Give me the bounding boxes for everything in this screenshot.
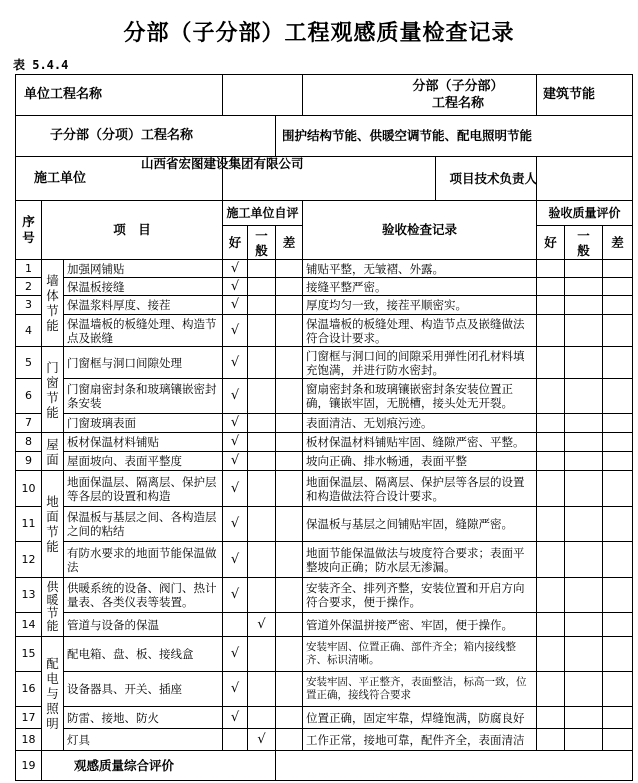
row-no: 19 — [16, 751, 42, 781]
subdivision-label-1: 分部（子分部） — [412, 79, 504, 94]
self-poor-cell — [276, 433, 303, 452]
acc-poor-cell — [603, 729, 633, 751]
self-good-mark: √ — [223, 542, 248, 578]
acc-general-cell — [565, 672, 603, 707]
unit-project-label: 单位工程名称 — [16, 75, 223, 116]
self-general-cell — [248, 471, 276, 507]
group-char: 墙 — [46, 273, 59, 288]
acc-general-cell — [565, 433, 603, 452]
table-row — [16, 578, 633, 613]
acc-poor-cell — [603, 672, 633, 707]
acc-poor-cell — [603, 379, 633, 414]
self-poor-cell — [276, 729, 303, 751]
acc-good-cell — [537, 507, 565, 542]
acc-general-cell — [565, 707, 603, 729]
self-poor-cell — [276, 347, 303, 379]
self-good-mark: √ — [223, 296, 248, 315]
acc-poor-cell — [603, 613, 633, 637]
subdivision-label-2: 工程名称 — [432, 96, 485, 111]
self-general-cell — [248, 707, 276, 729]
row-item: 门窗框与洞口间隙处理 — [64, 347, 223, 379]
row-no: 14 — [16, 613, 42, 637]
row-record: 安装牢固、位置正确、部件齐全；箱内接线整齐、标识清晰。 — [303, 637, 537, 672]
self-general-header — [248, 226, 276, 260]
group-char: 节 — [46, 606, 59, 620]
group-char: 窗 — [46, 374, 59, 390]
row-no: 4 — [16, 315, 42, 347]
table-row — [16, 296, 633, 315]
self-good-mark: √ — [223, 315, 248, 347]
row-no: 10 — [16, 471, 42, 507]
row-record: 地面节能保温做法与坡度符合要求；表面平整坡向正确；防水层无渗漏。 — [303, 542, 537, 578]
acc-general-cell — [565, 507, 603, 542]
self-general-cell — [248, 260, 276, 278]
acc-good-cell — [537, 278, 565, 296]
self-good-mark: √ — [223, 433, 248, 452]
acc-good-cell — [537, 707, 565, 729]
row-item: 门窗玻璃表面 — [64, 414, 223, 433]
row-no: 16 — [16, 672, 42, 707]
row-item: 保温板与基层之间、各构造层之间的粘结 — [64, 507, 223, 542]
acc-general-cell — [565, 278, 603, 296]
acc-poor-cell — [603, 637, 633, 672]
self-good-mark: √ — [223, 379, 248, 414]
self-general-mark: √ — [248, 613, 276, 637]
self-good-mark: √ — [223, 707, 248, 729]
group-lighting — [42, 637, 64, 751]
header-row-subitem — [16, 116, 633, 157]
acc-poor-cell — [603, 542, 633, 578]
group-char: 能 — [46, 539, 59, 554]
acc-good-cell — [537, 414, 565, 433]
group-char: 能 — [46, 619, 59, 633]
self-general-cell — [248, 315, 276, 347]
row-record: 板材保温材料铺贴牢固、缝隙严密、平整。 — [303, 433, 537, 452]
row-item: 灯具 — [64, 729, 223, 751]
self-good-cell — [223, 613, 248, 637]
group-wall — [42, 260, 64, 347]
self-general-cell — [248, 507, 276, 542]
group-char: 明 — [46, 716, 59, 731]
table-row — [16, 672, 633, 707]
acc-poor-cell — [603, 471, 633, 507]
self-good-mark: √ — [223, 414, 248, 433]
acc-good-cell — [537, 296, 565, 315]
self-general-cell — [248, 278, 276, 296]
self-general-cell — [248, 296, 276, 315]
table-row — [16, 452, 633, 471]
acc-poor-cell — [603, 507, 633, 542]
acc-poor-cell — [603, 347, 633, 379]
header-row-constructor — [16, 157, 633, 201]
self-general-cell — [248, 414, 276, 433]
table-row — [16, 507, 633, 542]
acc-general-cell — [565, 414, 603, 433]
acc-general-cell — [565, 452, 603, 471]
group-char: 电 — [46, 671, 59, 686]
group-window — [42, 347, 64, 433]
self-general-mark: √ — [248, 729, 276, 751]
self-good-mark: √ — [223, 637, 248, 672]
group-char: 照 — [46, 701, 59, 716]
acc-poor-cell — [603, 296, 633, 315]
table-row — [16, 379, 633, 414]
row-no: 8 — [16, 433, 42, 452]
row-no: 2 — [16, 278, 42, 296]
row-no: 9 — [16, 452, 42, 471]
table-row — [16, 707, 633, 729]
row-item: 有防水要求的地面节能保温做法 — [64, 542, 223, 578]
group-floor — [42, 471, 64, 578]
row-item: 门窗扇密封条和玻璃镶嵌密封条安装 — [64, 379, 223, 414]
acc-general-cell — [565, 471, 603, 507]
row-no: 17 — [16, 707, 42, 729]
self-general-cell — [248, 542, 276, 578]
group-char: 供 — [46, 580, 59, 594]
table-row — [16, 433, 633, 452]
row-no: 6 — [16, 379, 42, 414]
row-record: 保温墙板的板缝处理、构造节点及嵌缝做法符合设计要求。 — [303, 315, 537, 347]
acc-good-cell — [537, 315, 565, 347]
self-poor-cell — [276, 613, 303, 637]
acc-general-cell — [565, 637, 603, 672]
subdivision-value: 建筑节能 — [537, 75, 633, 116]
acc-general-header — [565, 226, 603, 260]
acc-poor-cell — [603, 414, 633, 433]
self-poor-cell — [276, 637, 303, 672]
group-char: 节 — [46, 389, 59, 405]
group-char: 面 — [46, 509, 59, 524]
acc-good-cell — [537, 613, 565, 637]
self-poor-cell — [276, 707, 303, 729]
self-poor-cell — [276, 578, 303, 613]
group-heating — [42, 578, 64, 637]
group-char: 与 — [46, 686, 59, 701]
row-no: 15 — [16, 637, 42, 672]
row-record: 工作正常，接地可靠，配件齐全，表面清洁 — [303, 729, 537, 751]
summary-value — [276, 751, 633, 781]
seq-header-1: 序 — [22, 214, 35, 229]
group-char: 面 — [46, 451, 59, 467]
table-number: 表 5.4.4 — [13, 58, 69, 72]
group-roof — [42, 433, 64, 471]
acc-general-cell — [565, 260, 603, 278]
acc-good-cell — [537, 347, 565, 379]
row-record: 地面保温层、隔离层、保护层等各层的设置和构造做法符合设计要求。 — [303, 471, 537, 507]
row-no: 5 — [16, 347, 42, 379]
acc-general-cell — [565, 578, 603, 613]
row-item: 保温板接缝 — [64, 278, 223, 296]
row-record: 安装齐全、排列齐整，安装位置和开启方向符合要求，便于操作。 — [303, 578, 537, 613]
acc-good-header: 好 — [537, 226, 565, 260]
sub-item-label: 子分部（分项）工程名称 — [16, 116, 276, 157]
table-row — [16, 613, 633, 637]
constructor-value: 山西省宏图建设集团有限公司 — [141, 156, 304, 171]
acc-poor-cell — [603, 315, 633, 347]
group-char: 体 — [46, 288, 59, 303]
acc-general-cell — [565, 347, 603, 379]
self-poor-cell — [276, 452, 303, 471]
acc-good-cell — [537, 379, 565, 414]
table-row — [16, 414, 633, 433]
self-general-cell — [248, 637, 276, 672]
self-good-mark: √ — [223, 578, 248, 613]
table-row — [16, 260, 633, 278]
acc-good-cell — [537, 542, 565, 578]
row-no: 1 — [16, 260, 42, 278]
group-char: 门 — [46, 359, 59, 375]
row-record: 门窗框与洞口间的间隙采用弹性闭孔材料填充饱满，并进行防水密封。 — [303, 347, 537, 379]
acc-general-cell — [565, 315, 603, 347]
group-char: 屋 — [46, 436, 59, 452]
table-row — [16, 315, 633, 347]
tech-lead-label: 项目技术负责人 — [435, 157, 538, 200]
row-item: 保温浆料厚度、接茬 — [64, 296, 223, 315]
self-general-cell — [248, 578, 276, 613]
acc-general-cell — [565, 613, 603, 637]
acc-good-cell — [537, 452, 565, 471]
row-record: 窗扇密封条和玻璃镶嵌密封条安装位置正确，镶嵌牢固，无脱槽，接头处无开裂。 — [303, 379, 537, 414]
group-char: 节 — [46, 524, 59, 539]
group-char: 节 — [46, 303, 59, 318]
self-good-header: 好 — [223, 226, 248, 260]
row-item: 屋面坡向、表面平整度 — [64, 452, 223, 471]
self-good-mark: √ — [223, 471, 248, 507]
acc-good-cell — [537, 578, 565, 613]
row-no: 13 — [16, 578, 42, 613]
column-header-row-1 — [16, 201, 633, 226]
row-record: 厚度均匀一致，接茬平顺密实。 — [303, 296, 537, 315]
subdivision-label-cell — [303, 75, 537, 116]
self-good-mark: √ — [223, 347, 248, 379]
row-record: 保温板与基层之间铺贴牢固，缝隙严密。 — [303, 507, 537, 542]
acc-good-cell — [537, 433, 565, 452]
self-poor-header: 差 — [276, 226, 303, 260]
record-header: 验收检查记录 — [303, 201, 537, 260]
constructor-cell — [141, 156, 538, 201]
acceptance-header: 验收质量评价 — [537, 201, 633, 226]
self-good-mark: √ — [223, 672, 248, 707]
self-general-cell — [248, 672, 276, 707]
self-general-1: 一 — [255, 227, 268, 243]
acc-poor-cell — [603, 433, 633, 452]
acc-general-2: 般 — [577, 242, 590, 258]
group-char: 能 — [46, 318, 59, 333]
self-general-cell — [248, 347, 276, 379]
self-eval-header: 施工单位自评 — [223, 201, 303, 226]
summary-label: 观感质量综合评价 — [42, 751, 276, 781]
row-no: 18 — [16, 729, 42, 751]
self-poor-cell — [276, 507, 303, 542]
acc-good-cell — [537, 729, 565, 751]
acc-general-cell — [565, 542, 603, 578]
sub-item-value: 围护结构节能、供暖空调节能、配电照明节能 — [276, 116, 633, 157]
seq-header-2: 号 — [22, 230, 35, 245]
row-no: 12 — [16, 542, 42, 578]
acc-general-cell — [565, 729, 603, 751]
self-poor-cell — [276, 260, 303, 278]
self-good-mark: √ — [223, 278, 248, 296]
acc-poor-cell — [603, 452, 633, 471]
self-good-mark: √ — [223, 452, 248, 471]
acc-poor-cell — [603, 707, 633, 729]
self-good-cell — [223, 729, 248, 751]
acc-poor-cell — [603, 578, 633, 613]
self-general-cell — [248, 433, 276, 452]
row-item: 加强网铺贴 — [64, 260, 223, 278]
table-row — [16, 729, 633, 751]
row-record: 位置正确，固定牢靠，焊缝饱满，防腐良好 — [303, 707, 537, 729]
self-poor-cell — [276, 379, 303, 414]
group-char: 配 — [46, 656, 59, 671]
row-record: 安装牢固、平正整齐，表面整洁，标高一致，位置正确，接线符合要求 — [303, 672, 537, 707]
group-char: 能 — [46, 404, 59, 420]
row-item: 地面保温层、隔离层、保护层等各层的设置和构造 — [64, 471, 223, 507]
row-no: 3 — [16, 296, 42, 315]
item-header: 项 目 — [42, 201, 223, 260]
seq-header — [16, 201, 42, 260]
acc-general-1: 一 — [577, 227, 590, 243]
document-title: 分部（子分部）工程观感质量检查记录 — [123, 21, 515, 46]
self-poor-cell — [276, 278, 303, 296]
acc-poor-cell — [603, 260, 633, 278]
table-row — [16, 278, 633, 296]
self-good-mark: √ — [223, 260, 248, 278]
tech-lead-value — [537, 157, 633, 201]
self-poor-cell — [276, 414, 303, 433]
row-item: 板材保温材料铺贴 — [64, 433, 223, 452]
table-row — [16, 471, 633, 507]
self-poor-cell — [276, 296, 303, 315]
inspection-table — [15, 74, 633, 781]
acc-good-cell — [537, 672, 565, 707]
acc-general-cell — [565, 379, 603, 414]
row-record: 表面清洁、无划痕污迹。 — [303, 414, 537, 433]
acc-good-cell — [537, 471, 565, 507]
row-record: 坡向正确、排水畅通，表面平整 — [303, 452, 537, 471]
table-row — [16, 347, 633, 379]
row-item: 防雷、接地、防火 — [64, 707, 223, 729]
table-row — [16, 542, 633, 578]
acc-poor-header: 差 — [603, 226, 633, 260]
row-no: 11 — [16, 507, 42, 542]
row-item: 设备器具、开关、插座 — [64, 672, 223, 707]
acc-general-cell — [565, 296, 603, 315]
constructor-label: 施工单位 — [16, 157, 223, 201]
self-poor-cell — [276, 315, 303, 347]
row-record: 铺贴平整，无皱褶、外露。 — [303, 260, 537, 278]
self-general-cell — [248, 379, 276, 414]
self-general-cell — [248, 452, 276, 471]
acc-good-cell — [537, 637, 565, 672]
row-record: 接缝平整严密。 — [303, 278, 537, 296]
group-char: 暖 — [46, 593, 59, 607]
self-poor-cell — [276, 672, 303, 707]
acc-good-cell — [537, 260, 565, 278]
row-item: 保温墙板的板缝处理、构造节点及嵌缝 — [64, 315, 223, 347]
row-item: 管道与设备的保温 — [64, 613, 223, 637]
row-item: 配电箱、盘、板、接线盒 — [64, 637, 223, 672]
self-good-mark: √ — [223, 507, 248, 542]
group-char: 地 — [46, 494, 59, 509]
unit-project-value — [223, 75, 303, 116]
summary-row — [16, 751, 633, 781]
row-item: 供暖系统的设备、阀门、热计量表、各类仪表等装置。 — [64, 578, 223, 613]
row-no: 7 — [16, 414, 42, 433]
self-poor-cell — [276, 542, 303, 578]
table-row — [16, 637, 633, 672]
self-general-2: 般 — [255, 242, 268, 258]
self-poor-cell — [276, 471, 303, 507]
header-row-unit — [16, 75, 633, 116]
row-record: 管道外保温拼接严密、牢固，便于操作。 — [303, 613, 537, 637]
acc-poor-cell — [603, 278, 633, 296]
